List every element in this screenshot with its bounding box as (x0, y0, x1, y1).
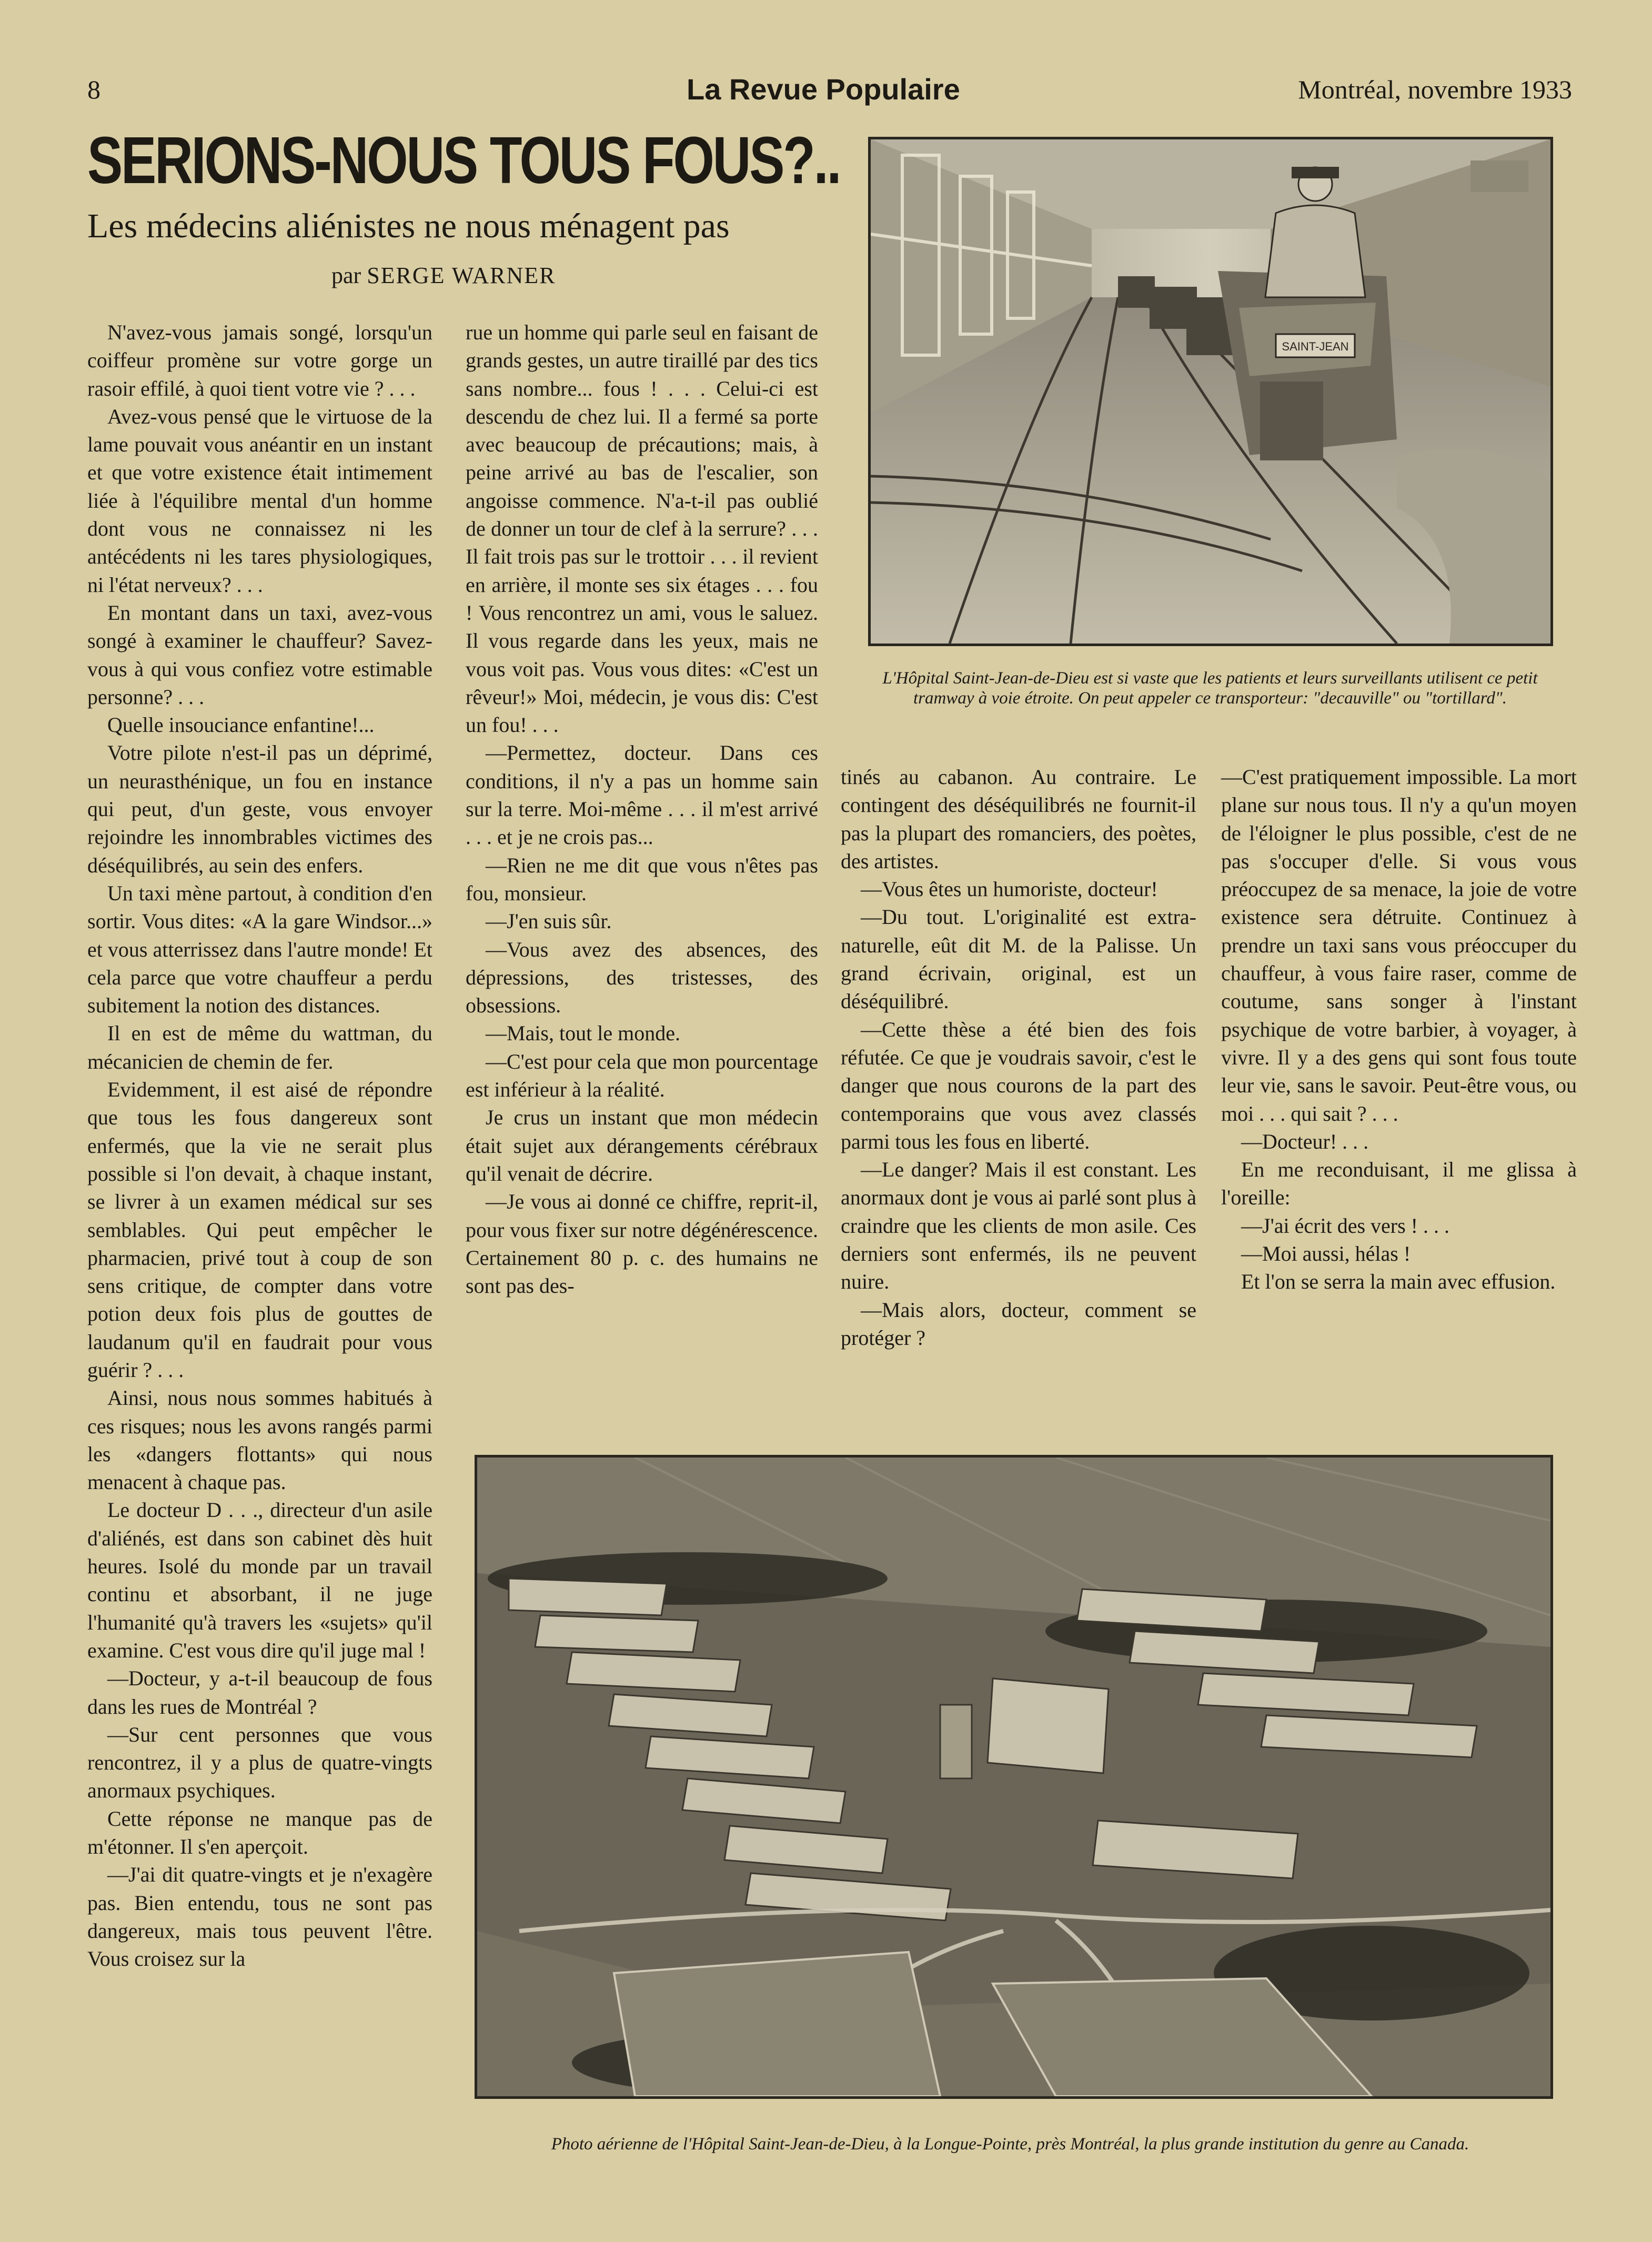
article-paragraph: —Vous avez des absences, des dépressions, des tristesses, des obsessions. (466, 937, 818, 1018)
article-paragraph: —Je vous ai donné ce chiffre, reprit-il, pour vous fixer sur notre dégénérescence. Certainement 80 p. c. des humains ne sont pas des- (466, 1190, 818, 1298)
article-column-1 (87, 318, 432, 1973)
article-paragraph: —Cette thèse a été bien des fois réfutée. Ce que je voudrais savoir, c'est le danger que nous courons de la part des contemporains que vous avez classés parmi tous les fous en liberté. (841, 1017, 1196, 1153)
article-column-2 (466, 318, 818, 1300)
article-paragraph: Ainsi, nous nous sommes habitués à ces risques; nous les avons rangés parmi les «dangers flottants» qui nous menacent à chaque pas. (87, 1386, 432, 1494)
tramway-photo-caption: L'Hôpital Saint-Jean-de-Dieu est si vaste que les patients et leurs surveillants utilisent ce petit tramway à voie étroite. On peut appeler ce transporteur: "decauville" ou "tortillard". (882, 669, 1538, 708)
article-paragraph: Il en est de même du wattman, du mécanicien de chemin de fer. (87, 1021, 432, 1073)
article-paragraph: Quelle insouciance enfantine!... (107, 713, 375, 737)
article-paragraph: —Rien ne me dit que vous n'êtes pas fou, monsieur. (466, 853, 818, 905)
article-paragraph: —Mais alors, docteur, comment se protéger ? (841, 1298, 1196, 1350)
publication-title: La Revue Populaire (687, 73, 960, 106)
article-paragraph: rue un homme qui parle seul en faisant de grands gestes, un autre tiraillé par des tics sans nombre... fous ! . . . Celui-ci est descendu de chez lui. Il a fermé sa porte avec beaucoup de précautions; mais, à peine arrivé au bas de l'escalier, son angoisse commence. N'a-t-il pas oublié de donner un tour de clef à la serrure? . . . Il fait trois pas sur le trottoir . . . il revient en arrière, il monte ses six étages . . . fou ! Vous rencontrez un ami, vous le saluez. Il vous regarde dans les yeux, mais ne vous voit pas. Vous vous dites: «C'est un rêveur!» Moi, médecin, je vous dis: C'est un fou! . . . (466, 320, 818, 737)
article-paragraph: —Le danger? Mais il est constant. Les anormaux dont je vous ai parlé sont plus à craindre que les clients de mon asile. Ces derniers sont enfermés, ils ne peuvent nuire. (841, 1158, 1196, 1294)
article-byline (331, 260, 556, 291)
article-paragraph: —J'en suis sûr. (486, 909, 612, 933)
article-paragraph: —Moi aussi, hélas ! (1241, 1242, 1411, 1266)
article-paragraph: —Docteur, y a-t-il beaucoup de fous dans les rues de Montréal ? (87, 1666, 432, 1718)
aerial-hospital-photo (475, 1455, 1553, 2099)
issue-date: Montréal, novembre 1933 (1298, 75, 1572, 104)
article-subheadline: Les médecins aliénistes ne nous ménagent pas (87, 207, 730, 245)
article-paragraph: —Permettez, docteur. Dans ces conditions, il n'y a pas un homme sain sur la terre. Moi-même . . . il m'est arrivé . . . et je ne crois pas... (466, 741, 818, 849)
article-column-4 (1221, 763, 1577, 1296)
article-paragraph: —Sur cent personnes que vous rencontrez, il y a plus de quatre-vingts anormaux psychiques. (87, 1722, 432, 1803)
article-paragraph: En me reconduisant, il me glissa à l'oreille: (1221, 1158, 1577, 1210)
article-headline: SERIONS-NOUS TOUS FOUS?.. (87, 123, 840, 197)
tramway-photo (868, 137, 1553, 646)
article-paragraph: —Mais, tout le monde. (486, 1021, 680, 1045)
tramway-photo-image (871, 139, 1550, 644)
article-paragraph: —J'ai écrit des vers ! . . . (1241, 1213, 1449, 1238)
aerial-hospital-photo-image (477, 1457, 1550, 2096)
article-paragraph: tinés au cabanon. Au contraire. Le contingent des déséquilibrés ne fournit-il pas la plupart des romanciers, des poètes, des artistes. (841, 765, 1196, 873)
article-paragraph: Je crus un instant que mon médecin était sujet aux dérangements cérébraux qu'il venait de décrire. (466, 1105, 818, 1185)
byline-prefix: par (331, 263, 361, 288)
article-paragraph: Le docteur D . . ., directeur d'un asile d'aliénés, est dans son cabinet dès huit heures. Isolé du monde par un travail continu et absorbant, il ne juge l'humanité qu'à travers les «sujets» qu'il examine. C'est vous dire qu'il juge mal ! (87, 1498, 432, 1662)
article-paragraph: —Vous êtes un humoriste, docteur! (861, 877, 1158, 901)
article-paragraph: —J'ai dit quatre-vingts et je n'exagère pas. Bien entendu, tous ne sont pas dangereux, mais tous peuvent l'être. Vous croisez sur la (87, 1863, 432, 1971)
aerial-photo-caption: Photo aérienne de l'Hôpital Saint-Jean-de-Dieu, à la Longue-Pointe, près Montréal, la plus grande institution du genre au Canada. (551, 2135, 1469, 2154)
page-number: 8 (87, 75, 100, 104)
article-column-3 (841, 763, 1196, 1352)
byline-author: SERGE WARNER (367, 263, 556, 288)
article-paragraph: Un taxi mène partout, à condition d'en sortir. Vous dites: «A la gare Windsor...» et vous atterrissez dans l'autre monde! Et cela parce que votre chauffeur a perdu subitement la notion des distances. (87, 881, 432, 1018)
article-paragraph: —Du tout. L'originalité est extra-naturelle, eût dit M. de la Palisse. Un grand écrivain, original, est un déséquilibré. (841, 905, 1196, 1013)
article-paragraph: En montant dans un taxi, avez-vous songé à examiner le chauffeur? Savez-vous à qui vous confiez votre estimable personne? . . . (87, 600, 432, 709)
article-paragraph: —Docteur! . . . (1241, 1129, 1369, 1153)
article-paragraph: —C'est pour cela que mon pourcentage est inférieur à la réalité. (466, 1049, 818, 1102)
article-paragraph: Evidemment, il est aisé de répondre que tous les fous dangereux sont enfermés, que la vie ne serait plus possible si l'on devait, à chaque instant, se livrer à un examen médical sur ses semblables. Qui peut empêcher le pharmacien, privé tout à coup de son sens critique, de compter dans votre potion deux fois plus de gouttes de laudanum qu'il en faudrait pour vous guérir ? . . . (87, 1078, 432, 1382)
article-paragraph: Et l'on se serra la main avec effusion. (1241, 1270, 1556, 1294)
tramway-plaque-text: SAINT-JEAN (1282, 340, 1349, 353)
article-paragraph: Cette réponse ne manque pas de m'étonner. Il s'en aperçoit. (87, 1806, 432, 1859)
article-paragraph: Votre pilote n'est-il pas un déprimé, un neurasthénique, un fou en instance qui peut, d'un geste, vous envoyer rejoindre les innombrables victimes des déséquilibrés, au sein des enfers. (87, 741, 432, 877)
article-paragraph: Avez-vous pensé que le virtuose de la lame pouvait vous anéantir en un instant et que votre existence était intimement liée à l'équilibre mental d'un homme dont vous ne connaissez ni les antécédents ni les tares physiologiques, ni l'état nerveux? . . . (87, 404, 432, 597)
article-paragraph: —C'est pratiquement impossible. La mort plane sur nous tous. Il n'y a qu'un moyen de l'éloigner le plus possible, c'est de ne pas s'occuper d'elle. Si vous vous préoccupez de sa menace, la joie de votre existence sera détruite. Continuez à prendre un taxi sans vous préoccuper du chauffeur, à vous faire raser, comme de coutume, sans songer à l'instant psychique de votre barbier, à voyager, à vivre. Il y a des gens qui sont fous toute leur vie, sans le savoir. Peut-être vous, ou moi . . . qui sait ? . . . (1221, 765, 1577, 1125)
article-paragraph: N'avez-vous jamais songé, lorsqu'un coiffeur promène sur votre gorge un rasoir effilé, à quoi tient votre vie ? . . . (87, 320, 432, 400)
